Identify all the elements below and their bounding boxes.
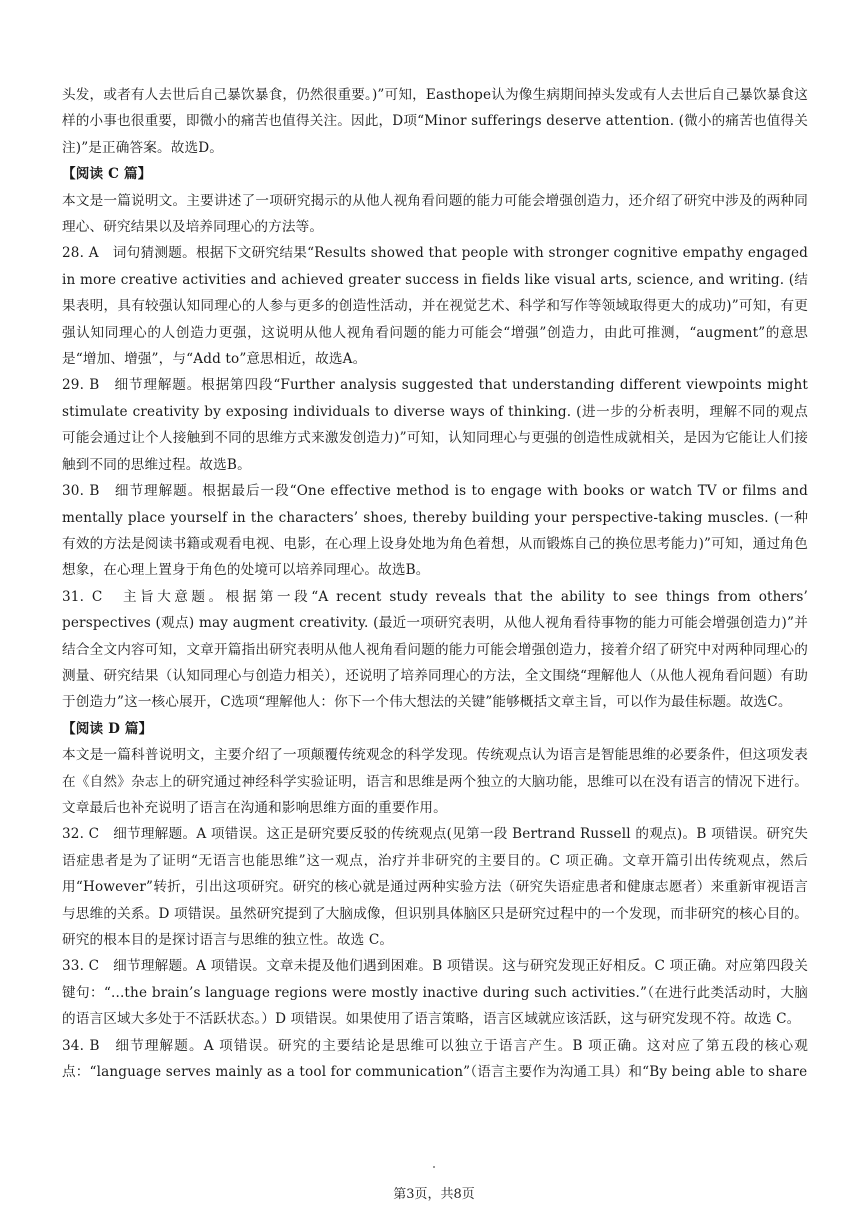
paragraph: 本文是一篇说明文。主要讲述了一项研究揭示的从他人视角看问题的能力可能会增强创造力，还介绍了研究中涉及的两种同理心、研究结果以及培养同理心的方法等。 bbox=[62, 192, 808, 236]
paragraph: 29. B 细节理解题。根据第四段“Further analysis suggested that understanding different viewpoints might stimulate creativity by exposing individuals to diverse ways of thinking. (进一步的分析表明，理解不同的观点可能会通过让个人接触到不同的思维方式来激发创造力)”可知，认知同理心与更强的创造性成就相关，是因为它能让人们接触到不同的思维过程。故选B。 bbox=[62, 377, 808, 473]
paragraph: 31. C 主旨大意题。根据第一段“A recent study reveals that the ability to see things from others’ perspectives (观点) may augment creativity. (最近一项研究表明，从他人视角看待事物的能力可能会增强创造力)”并结合全文内容可知，文章开篇指出研究表明从他人视角看问题的能力可能会增强创造力，接着介绍了研究中对两种同理心的测量、研究结果（认知同理心与创造力相关），还说明了培养同理心的方法，全文围绕“理解他人（从他人视角看问题）有助于创造力”这一核心展开，C选项“理解他人：你下一个伟大想法的关键”能够概括文章主旨，可以作为最佳标题。故选C。 bbox=[62, 588, 808, 711]
page-footer: 第3页，共8页 bbox=[393, 1187, 475, 1202]
paragraph: 本文是一篇科普说明文，主要介绍了一项颠覆传统观念的科学发现。传统观点认为语言是智能思维的必要条件，但这项发表在《自然》杂志上的研究通过神经科学实验证明，语言和思维是两个独立的大脑功能，思维可以在没有语言的情况下进行。文章最后也补充说明了语言在沟通和影响思维方面的重要作用。 bbox=[62, 747, 808, 816]
paragraph: 33. C 细节理解题。A 项错误。文章未提及他们遇到困难。B 项错误。这与研究发现正好相反。C 项正确。对应第四段关键句：“...the brain’s language regions were mostly inactive during such activities.”（在进行此类活动时，大脑的语言区域大多处于不活跃状态。）D 项错误。如果使用了语言策略，语言区域就应该活跃，这与研究发现不符。故选 C。 bbox=[62, 958, 808, 1028]
paragraph: 28. A 词句猜测题。根据下文研究结果“Results showed that people with stronger cognitive empathy engaged in more creative activities and achieved greater success in fields like visual arts, science, and writing. (结果表明，具有较强认知同理心的人参与更多的创造性活动，并在视觉艺术、科学和写作等领域取得更大的成功)”可知，有更强认知同理心的人创造力更强，这说明从他人视角看问题的能力可能会“增强”创造力，由此可推测，“augment”的意思是“增加、增强”，与“Add to”意思相近，故选A。 bbox=[62, 245, 808, 368]
section-heading: 【阅读 D 篇】 bbox=[62, 720, 153, 737]
paragraph: 34. B 细节理解题。A 项错误。研究的主要结论是思维可以独立于语言产生。B 项正确。这对应了第五段的核心观点：“language serves mainly as a tool for communication”（语言主要作为沟通工具）和“By being able to share bbox=[62, 1037, 808, 1081]
paragraph: 头发，或者有人去世后自己暴饮暴食，仍然很重要。)”可知，Easthope认为像生病期间掉头发或有人去世后自己暴饮暴食这样的小事也很重要，即微小的痛苦也值得关注。因此，D项“Minor sufferings deserve attention. (微小的痛苦也值得关注)”是正确答案。故选D。 bbox=[62, 87, 808, 156]
paragraph: 32. C 细节理解题。A 项错误。这正是研究要反驳的传统观点(见第一段 Bertrand Russell 的观点)。B 项错误。研究失语症患者是为了证明“无语言也能思维”这一观点，治疗并非研究的主要目的。C 项正确。文章开篇引出传统观点，然后用“However”转折，引出这项研究。研究的核心就是通过两种实验方法（研究失语症患者和健康志愿者）来重新审视语言与思维的关系。D 项错误。虽然研究提到了大脑成像，但识别具体脑区只是研究过程中的一个发现，而非研究的核心目的。研究的根本目的是探讨语言与思维的独立性。故选 C。 bbox=[62, 826, 808, 948]
paragraph: 30. B 细节理解题。根据最后一段“One effective method is to engage with books or watch TV or films and mentally place yourself in the characters’ shoes, thereby building your perspective-taking muscles. (一种有效的方法是阅读书籍或观看电视、电影，在心理上设身处地为角色着想，从而锻炼自己的换位思考能力)”可知，通过角色想象，在心理上置身于角色的处境可以培养同理心。故选B。 bbox=[62, 483, 808, 579]
document-body bbox=[62, 82, 808, 1085]
section-heading: 【阅读 C 篇】 bbox=[62, 166, 152, 183]
footer-dot bbox=[433, 1166, 435, 1168]
